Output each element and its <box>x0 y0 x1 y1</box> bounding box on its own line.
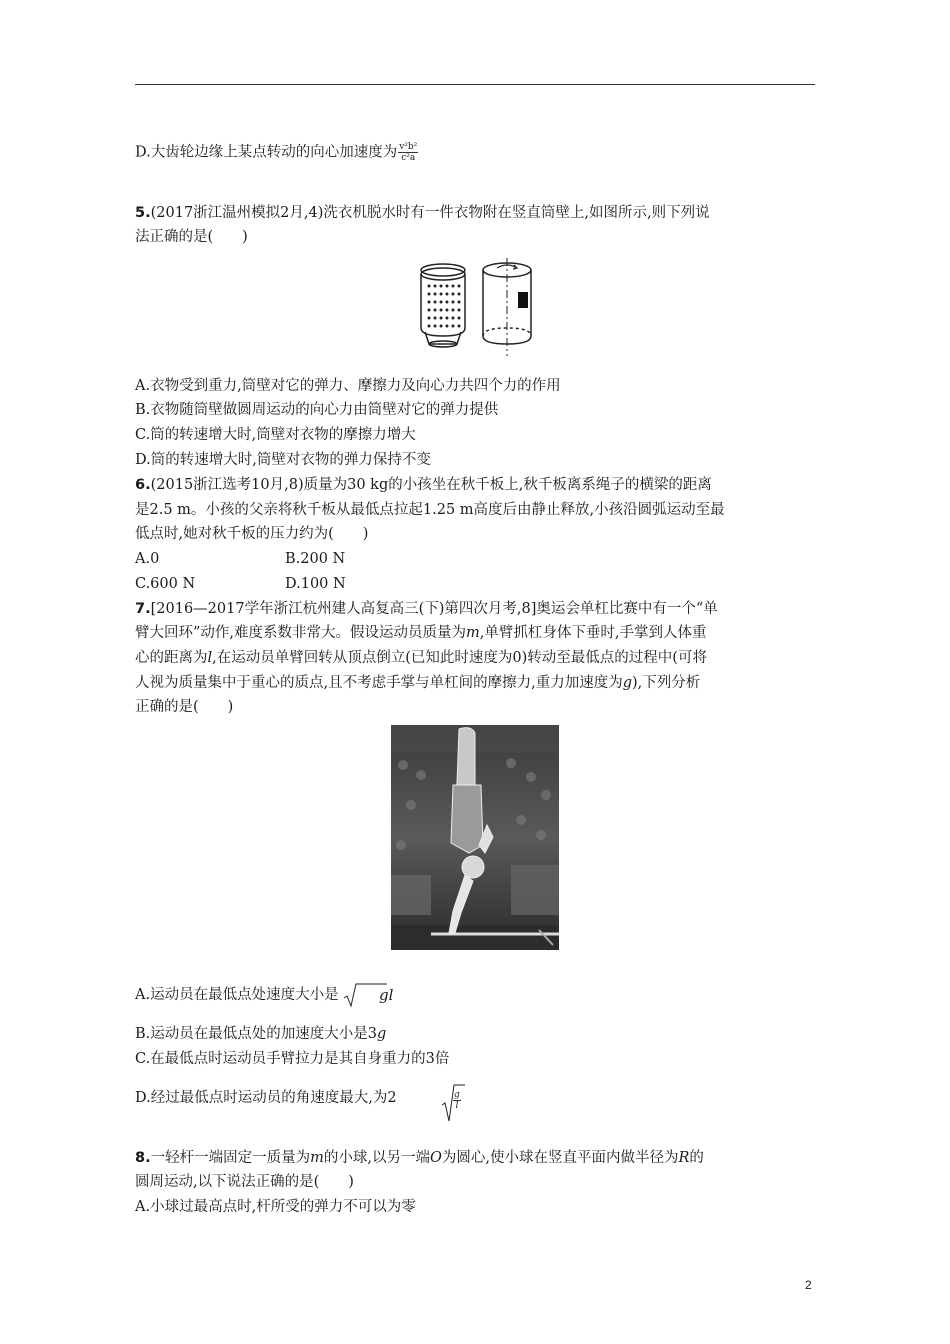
q4-option-d[interactable]: D.大齿轮边缘上某点转动的向心加速度为 $\frac{\text{v²b²}}{\text{c²a}}$ <box>135 142 418 163</box>
q6-stem: 6.(2015浙江选考10月,8)质量为30 kg的小孩坐在秋千板上,秋千板离系绳子的横梁的距离 <box>135 477 712 493</box>
q8-option-a[interactable]: A.小球过最高点时,杆所受的弹力不可以为零 <box>135 1199 416 1215</box>
q6-option-a[interactable]: A.0 <box>135 551 160 567</box>
q7-stem: 7.[2016—2017学年浙江杭州建人高复高三(下)第四次月考,8]奥运会单杠比赛中有一个“单 <box>135 601 718 617</box>
drum-icon <box>421 264 465 347</box>
sqrt-fraction: $\frac{g}{l}$ <box>454 1090 460 1111</box>
q7-stem-cont-4: 正确的是( ) <box>135 699 234 715</box>
q7-stem-cont-2: 心的距离为l,在运动员单臂回转从顶点倒立(已知此时速度为0)转动至最低点的过程中(可将 <box>135 650 707 666</box>
q6-option-c[interactable]: C.600 N <box>135 576 196 592</box>
clothing-mark <box>518 292 528 308</box>
q7-stem-cont-3: 人视为质量集中于重心的质点,且不考虑手掌与单杠间的摩擦力,重力加速度为g),下列分析 <box>135 675 701 691</box>
q7-option-a[interactable]: A.运动员在最低点处速度大小是 <box>135 982 387 1008</box>
q5-stem: 5.(2017浙江温州模拟2月,4)洗衣机脱水时有一件衣物附在竖直筒壁上,如图所示,则下列说 <box>135 205 710 221</box>
page-number: 2 <box>805 1278 812 1292</box>
q8-stem: 8.一轻杆一端固定一质量为m的小球,以另一端O为圆心,使小球在竖直平面内做半径为R的 <box>135 1150 704 1166</box>
q7-option-d[interactable]: D.经过最低点时运动员的角速度最大,为2 <box>135 1090 397 1106</box>
q7-option-b[interactable]: B.运动员在最低点处的加速度大小是3g <box>135 1026 387 1042</box>
q5-option-a[interactable]: A.衣物受到重力,筒壁对它的弹力、摩擦力及向心力共四个力的作用 <box>135 378 561 394</box>
q5-option-d[interactable]: D.筒的转速增大时,筒壁对衣物的弹力保持不变 <box>135 452 431 468</box>
gymnast-photo <box>391 725 559 950</box>
fraction: $\frac{\text{v²b²}}{\text{c²a}}$ <box>399 142 418 163</box>
q5-stem-cont: 法正确的是( ) <box>135 229 248 245</box>
header-rule <box>135 84 815 85</box>
q6-stem-cont-1: 是2.5 m。小孩的父亲将秋千板从最低点拉起1.25 m高度后由静止释放,小孩沿圆弧运动至最 <box>135 502 725 518</box>
q7-option-c[interactable]: C.在最低点时运动员手臂拉力是其自身重力的3倍 <box>135 1051 450 1067</box>
q8-stem-cont: 圆周运动,以下说法正确的是( ) <box>135 1174 354 1190</box>
q6-option-b[interactable]: B.200 N <box>285 551 346 567</box>
q6-option-d[interactable]: D.100 N <box>285 576 346 592</box>
washing-machine-figure <box>415 258 535 358</box>
sqrt-radicand: gl <box>379 986 394 1004</box>
q5-option-c[interactable]: C.筒的转速增大时,筒壁对衣物的摩擦力增大 <box>135 427 416 443</box>
q7-stem-cont-1: 臂大回环”动作,难度系数非常大。假设运动员质量为m,单臂抓杠身体下垂时,手掌到人体重 <box>135 625 707 641</box>
q5-option-b[interactable]: B.衣物随筒壁做圆周运动的向心力由筒壁对它的弹力提供 <box>135 402 499 418</box>
q6-stem-cont-2: 低点时,她对秋千板的压力约为( ) <box>135 526 369 542</box>
drum-holes <box>428 285 461 328</box>
